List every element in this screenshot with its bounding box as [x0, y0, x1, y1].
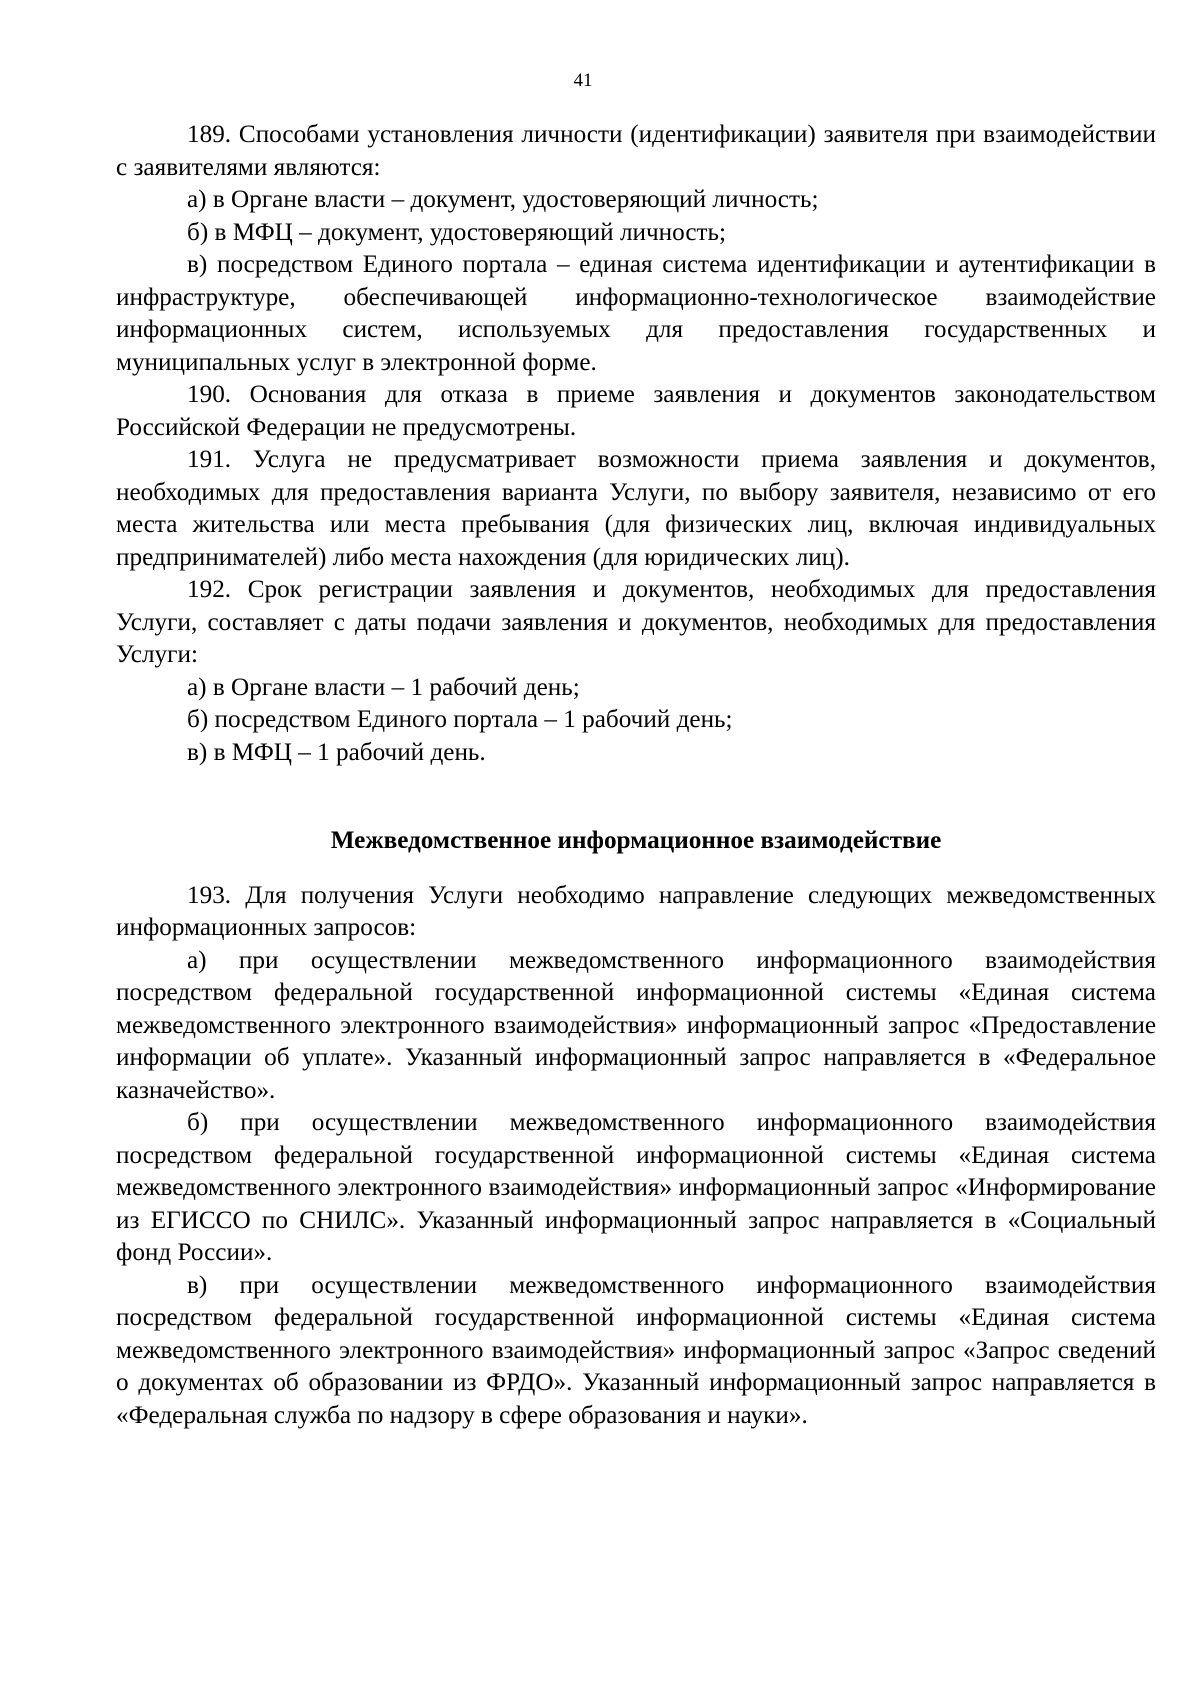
list-item-189-v: в) посредством Единого портала – единая система идентификации и аутентификации в инфраструктуре, обеспечивающей информационно-технологическое взаимодействие информационных систем, используемых для предоставления государственных и муниципальных услуг в электронной форме.	[116, 251, 1156, 376]
paragraph-191: 191. Услуга не предусматривает возможности приема заявления и документов, необходимых для предоставления варианта Услуги, по выбору заявителя, независимо от его места жительства или места пребывания (для физических лиц, включая индивидуальных предпринимателей) либо места нахождения (для юридических лиц).	[116, 446, 1156, 571]
list-item-192-b: б) посредством Единого портала – 1 рабочий день;	[187, 706, 733, 733]
list-item-193-b: б) при осуществлении межведомственного информационного взаимодействия посредством федеральной государственной информационной системы «Единая система межведомственного электронного взаимодействия» информационный запрос «Информирование из ЕГИССО по СНИЛС». Указанный информационный запрос направляется в «Социальный фонд России».	[116, 1109, 1156, 1266]
list-item-192-a: а) в Органе власти – 1 рабочий день;	[187, 673, 580, 701]
list-item-189-b: б) в МФЦ – документ, удостоверяющий личность;	[187, 218, 727, 246]
paragraph-192: 192. Срок регистрации заявления и документов, необходимых для предоставления Услуги, составляет с даты подачи заявления и документов, необходимых для предоставления Услуги:	[116, 576, 1156, 668]
document-body	[116, 119, 1156, 1432]
list-item-193-a: а) при осуществлении межведомственного информационного взаимодействия посредством федеральной государственной информационной системы «Единая система межведомственного электронного взаимодействия» информационный запрос «Предоставление информации об уплате». Указанный информационный запрос направляется в «Федеральное казначейство».	[116, 946, 1156, 1104]
paragraph-193: 193. Для получения Услуги необходимо направление следующих межведомственных информационных запросов:	[116, 881, 1156, 941]
paragraph-190: 190. Основания для отказа в приеме заявления и документов законодательством Российской Федерации не предусмотрены.	[116, 381, 1156, 441]
section-heading: Межведомственное информационное взаимодействие	[330, 827, 942, 854]
list-item-192-v: в) в МФЦ – 1 рабочий день.	[187, 738, 486, 766]
list-item-189-a: а) в Органе власти – документ, удостоверяющий личность;	[187, 186, 819, 213]
page-number: 41	[573, 70, 593, 91]
list-item-193-v: в) при осуществлении межведомственного информационного взаимодействия посредством федеральной государственной информационной системы «Единая система межведомственного электронного взаимодействия» информационный запрос «Запрос сведений о документах об образовании из ФРДО». Указанный информационный запрос направляется в «Федеральная служба по надзору в сфере образования и науки».	[116, 1271, 1156, 1429]
paragraph-189: 189. Способами установления личности (идентификации) заявителя при взаимодействии с заявителями являются:	[116, 121, 1156, 181]
